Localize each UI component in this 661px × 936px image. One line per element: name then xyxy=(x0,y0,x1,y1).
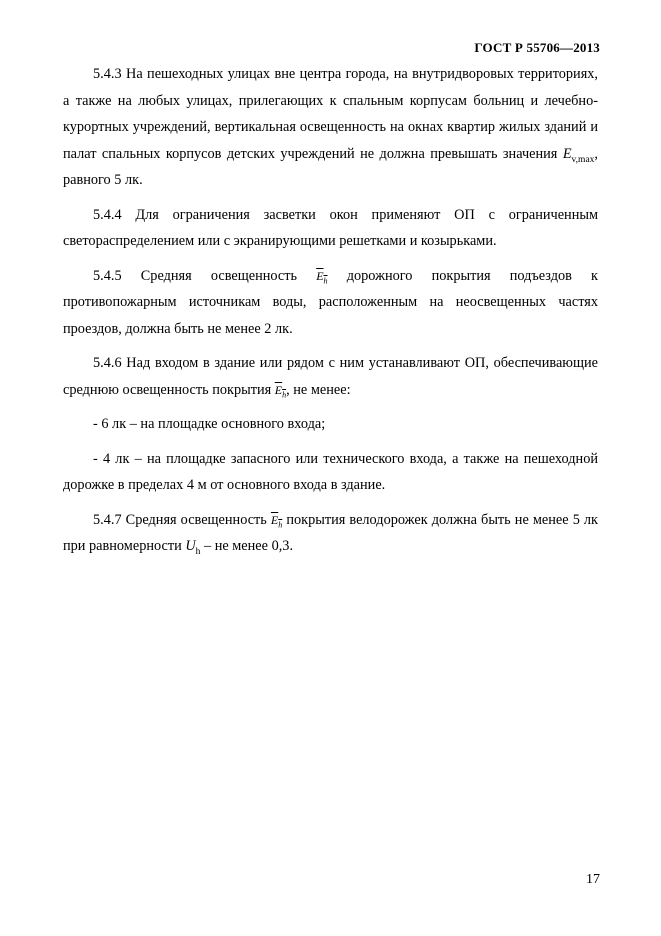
document-header-id: ГОСТ Р 55706—2013 xyxy=(474,40,600,55)
paragraph-text: 5.4.6 Над входом в здание или рядом с ним устанавливают ОП, обеспечивающие среднюю освещенность покрытия xyxy=(63,355,598,398)
symbol-u: U xyxy=(185,538,196,554)
paragraph-5-4-5 xyxy=(63,263,598,343)
list-item-main-entrance: - 6 лк – на площадке основного входа; xyxy=(93,416,326,432)
symbol-e: E xyxy=(274,382,283,397)
paragraph-text-after: дорожного покрытия подъездов к противопожарным источникам воды, расположенным на неосвещенных частях проездов, должна быть не менее 2 лк. xyxy=(63,267,598,337)
symbol-subscript: h xyxy=(282,389,287,399)
page-number: 17 xyxy=(586,872,600,887)
paragraph-text: 5.4.5 Средняя освещенность xyxy=(93,267,317,284)
mean-illuminance-symbol xyxy=(316,269,327,283)
paragraph-text-middle: покрытия велодорожек должна быть не менее 5 лк при равномерности xyxy=(63,511,599,554)
symbol-e: E xyxy=(270,512,279,527)
paragraph-text-after: , не менее: xyxy=(286,381,351,398)
paragraph-5-4-3 xyxy=(63,61,598,194)
symbol-e: E xyxy=(562,145,572,162)
paragraph-text-after: – не менее 0,3. xyxy=(200,538,294,554)
document-body xyxy=(63,61,598,568)
symbol-subscript: h xyxy=(278,519,283,529)
paragraph-text: 5.4.3 На пешеходных улицах вне центра города, на внутридворовых территориях, а также на любых улицах, прилегающих к спальным корпусам больниц и лечебно-курортных учреждений, вертикальная освещенность на окнах квартир жилых зданий и палат спальных корпусов детских учреждений не должна превышать значения xyxy=(63,66,598,162)
symbol-subscript: v,max xyxy=(571,154,595,165)
paragraph-tail: , равного 5 лк. xyxy=(63,145,598,188)
symbol-e: E xyxy=(316,268,324,283)
mean-illuminance-symbol xyxy=(271,513,282,527)
paragraph-5-4-6 xyxy=(63,350,598,403)
symbol-subscript: h xyxy=(195,546,201,557)
paragraph-5-4-4: 5.4.4 Для ограничения засветки окон применяют ОП с ограниченным светораспределением или с экранирующими решетками и козырьками. xyxy=(63,206,598,249)
paragraph-5-4-7 xyxy=(63,507,598,560)
paragraph-text: 5.4.7 Средняя освещенность xyxy=(93,511,271,528)
list-item-spare-entrance: - 4 лк – на площадке запасного или технического входа, а также на пешеходной дорожке в пределах 4 м от основного входа в здание. xyxy=(63,450,598,493)
symbol-subscript: h xyxy=(323,275,328,285)
mean-illuminance-symbol xyxy=(275,383,286,397)
